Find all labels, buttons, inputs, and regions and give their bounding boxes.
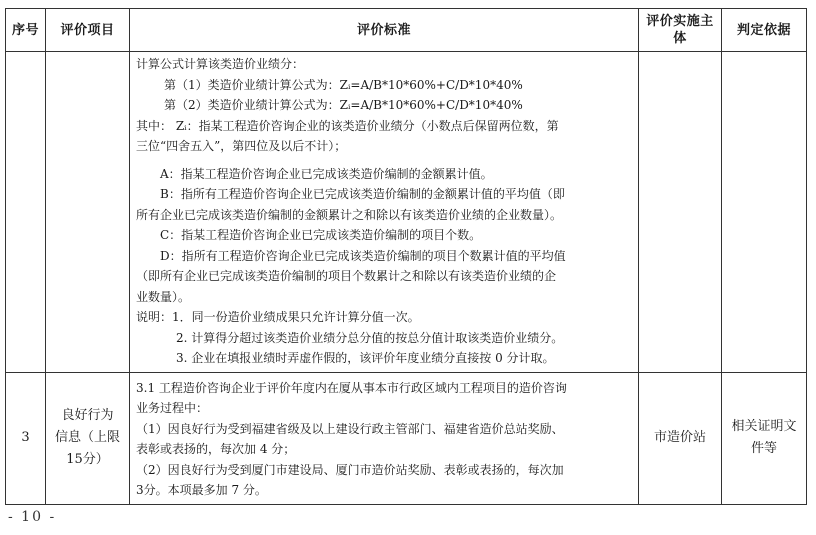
note-line: 说明：1．同一份造价业绩成果只允许计算分值一次。 [136, 310, 420, 324]
standard-line: D：指所有工程造价咨询企业已完成该类造价编制的项目个数累计值的平均值 [160, 248, 566, 263]
standard-line: 业数量）。 [136, 289, 191, 304]
row2-standard-cell [130, 372, 639, 504]
row1-serial-cell [6, 52, 46, 373]
row2-serial-cell: 3 [6, 372, 46, 504]
table-header-row [6, 9, 807, 52]
standard-line: 计算公式计算该类造价业绩分： [136, 57, 305, 71]
row2-subject-cell: 市造价站 [639, 372, 722, 504]
row1-basis-cell [722, 52, 807, 373]
standard-line: （2）因良好行为受到厦门市建设局、厦门市造价站奖励、表彰或表扬的，每次加 [136, 462, 564, 477]
standard-line: 业务过程中： [136, 401, 209, 415]
page-number: - 10 - [8, 509, 57, 525]
note-line: 3. 企业在填报业绩时弄虚作假的，该评价年度业绩分直接按 0 分计取。 [176, 351, 555, 365]
basis-line: 相关证明文 [731, 419, 797, 434]
standard-line: 第（1）类造价业绩计算公式为：Zᵢ=A/B*10*60%+C/D*10*40% [164, 77, 523, 92]
standard-line: C：指某工程造价咨询企业已完成该类造价编制的项目个数。 [160, 228, 482, 242]
standard-line: （即所有企业已完成该类造价编制的项目个数累计之和除以有该类造价业绩的企 [136, 269, 557, 283]
standard-line: 其中： Zᵢ：指某工程造价咨询企业的该类造价业绩分（小数点后保留两位数，第 [136, 118, 559, 133]
row1-standard-cell [130, 52, 639, 373]
header-item: 评价项目 [46, 9, 130, 52]
header-standard: 评价标准 [130, 9, 639, 52]
table-row [6, 372, 807, 504]
table-row [6, 52, 807, 373]
standard-line: （1）因良好行为受到福建省级及以上建设行政主管部门、福建省造价总站奖励、 [136, 421, 564, 436]
standard-line: A：指某工程造价咨询企业已完成该类造价编制的金额累计值。 [160, 166, 493, 181]
standard-line: B：指所有工程造价咨询企业已完成该类造价编制的金额累计值的平均值（即 [160, 187, 565, 201]
note-line: 2. 计算得分超过该类造价业绩分总分值的按总分值计取该类造价业绩分。 [176, 330, 564, 345]
basis-line: 件等 [750, 441, 777, 456]
item-line: 15分） [66, 452, 109, 467]
header-basis: 判定依据 [722, 9, 807, 52]
standard-line: 第（2）类造价业绩计算公式为：Zᵢ=A/B*10*60%+C/D*10*40% [164, 98, 523, 112]
evaluation-table [5, 8, 807, 505]
item-line: 信息（上限 [54, 430, 120, 445]
standard-line: 3分。本项最多加 7 分。 [136, 483, 267, 497]
header-serial: 序号 [6, 9, 46, 52]
standard-line: 表彰或表扬的，每次加 4 分； [136, 442, 296, 456]
standard-line: 所有企业已完成该类造价编制的金额累计之和除以有该类造价业绩的企业数量）。 [136, 207, 563, 222]
standard-line: 3.1 工程造价咨询企业于评价年度内在厦从事本市行政区域内工程项目的造价咨询 [136, 380, 567, 395]
header-subject: 评价实施主体 [639, 9, 722, 52]
item-line: 良好行为 [61, 408, 114, 423]
row1-subject-cell [639, 52, 722, 373]
row2-item-cell [46, 372, 130, 504]
standard-line: 三位“四舍五入”，第四位及以后不计）； [136, 139, 347, 153]
row1-item-cell [46, 52, 130, 373]
row2-basis-cell [722, 372, 807, 504]
